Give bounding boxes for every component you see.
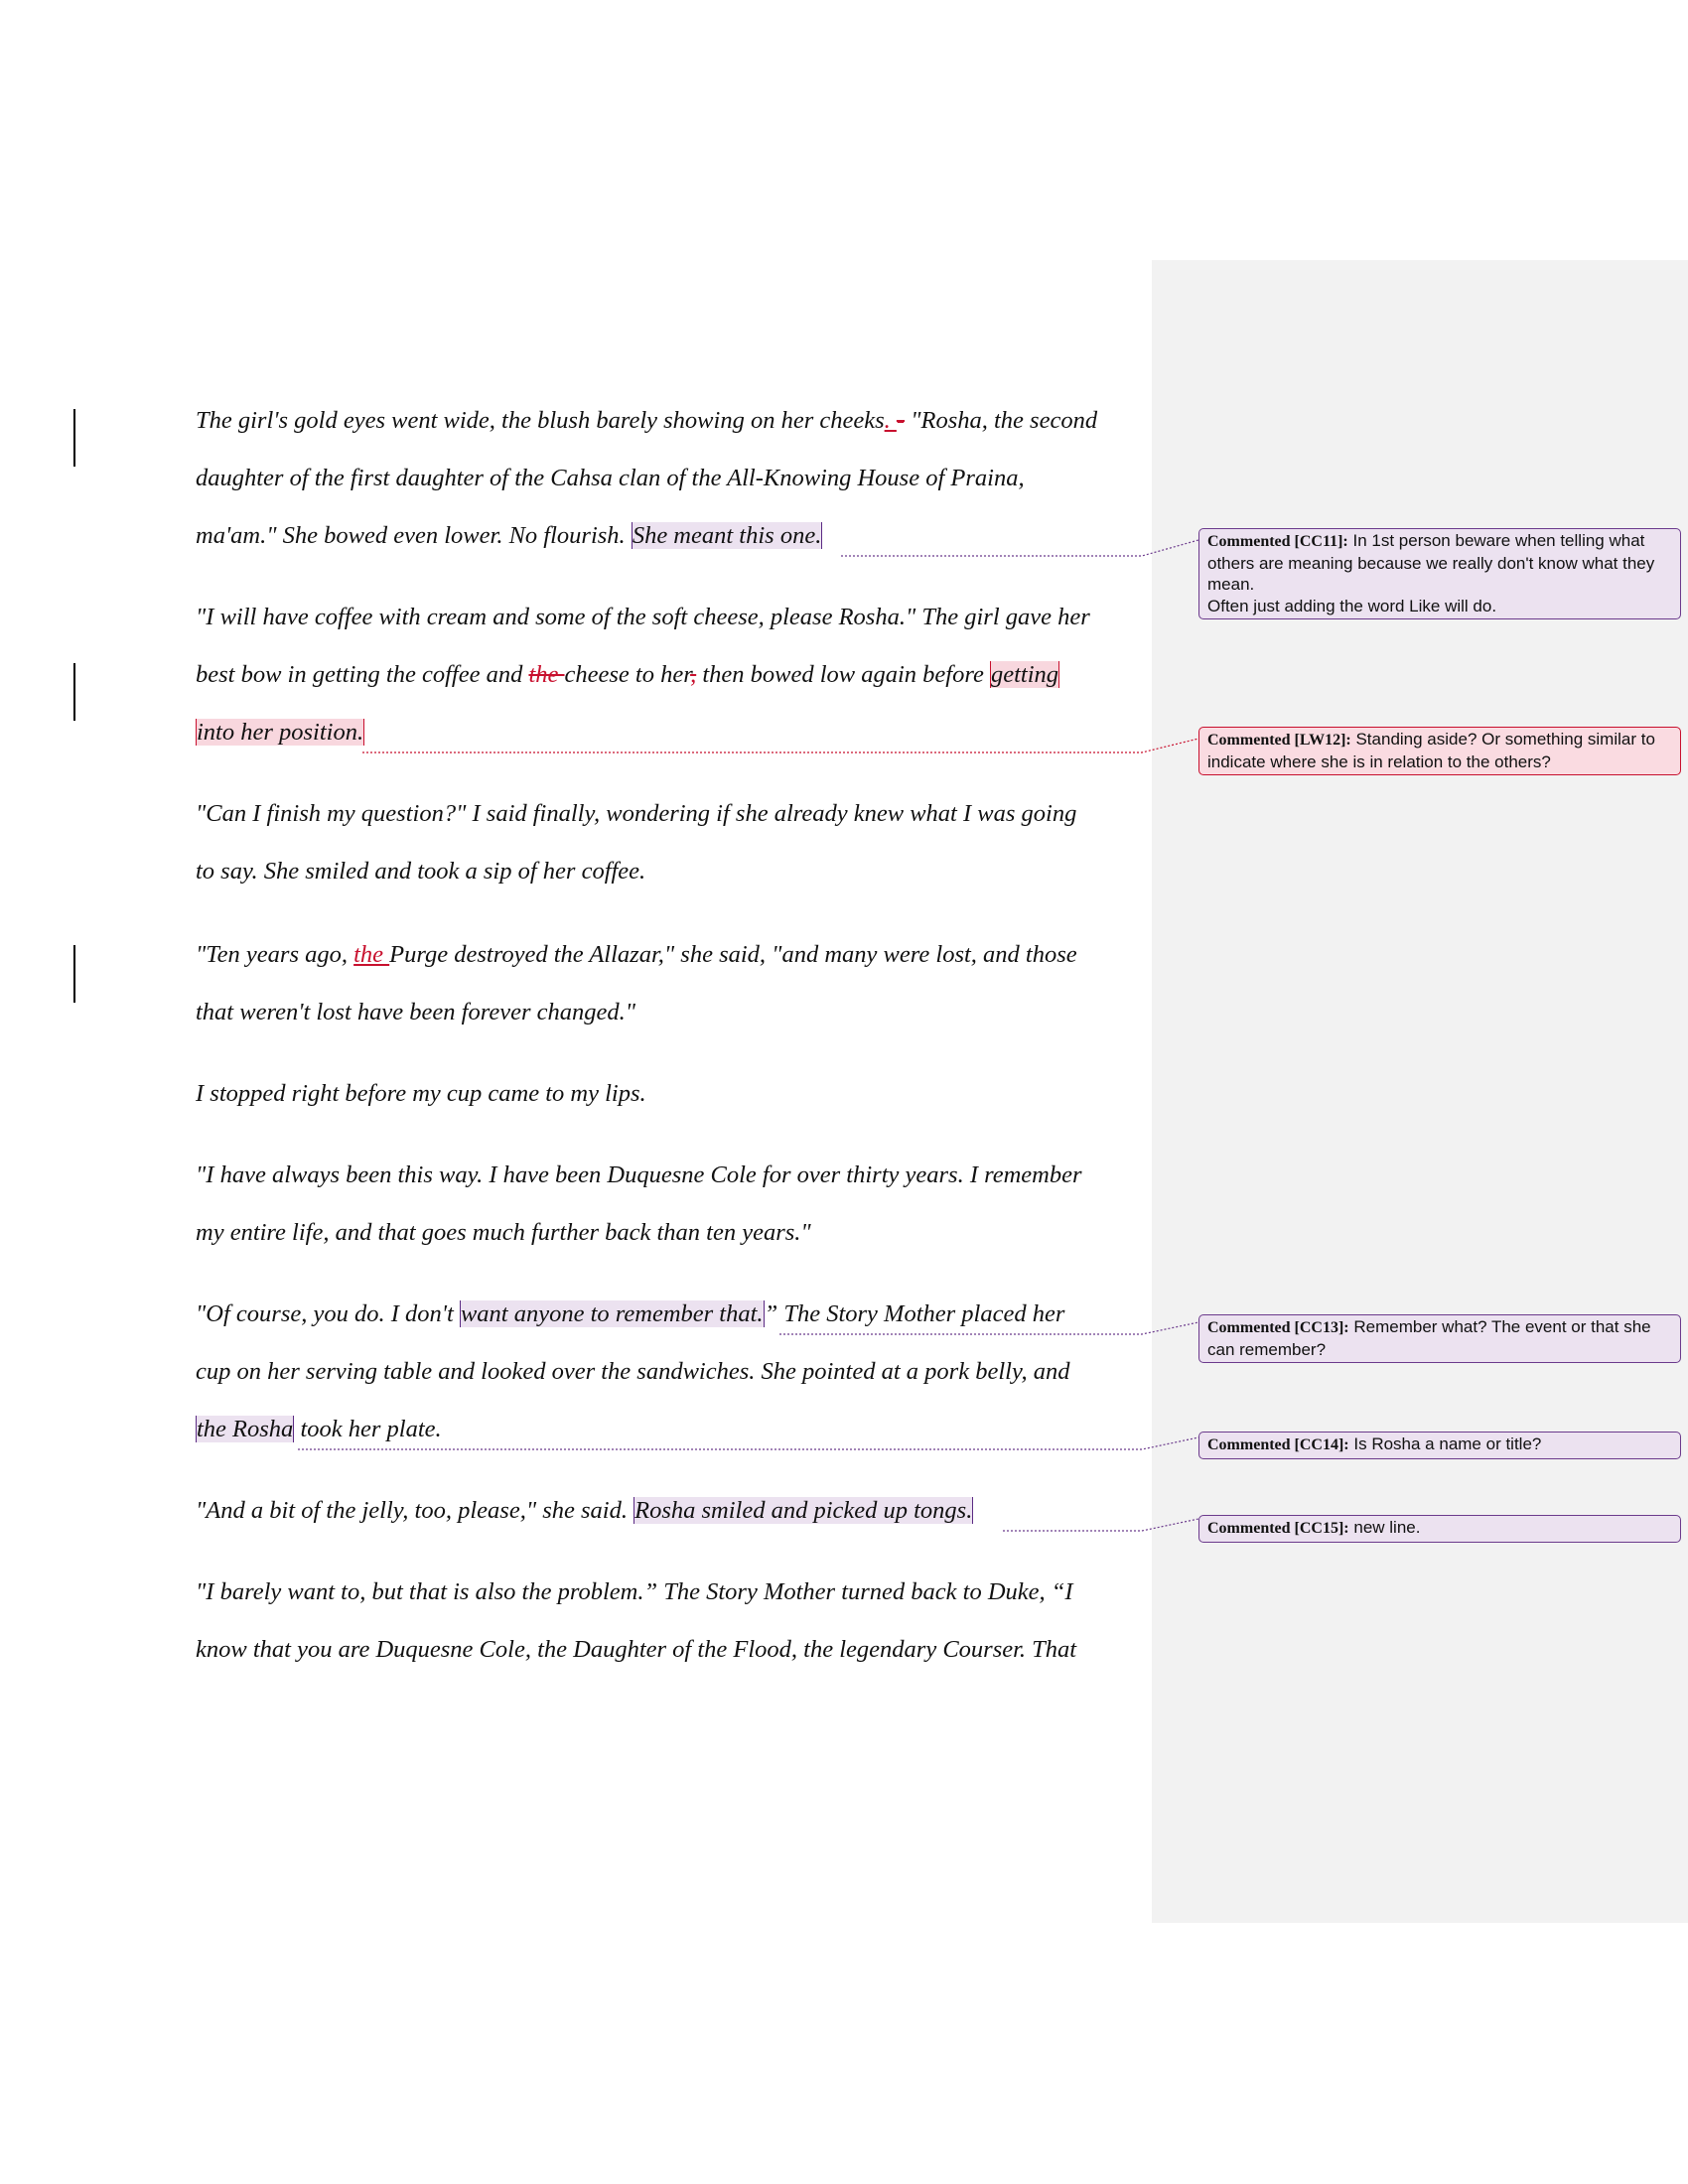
text-line — [196, 1080, 646, 1108]
leader-cc11 — [841, 540, 1198, 556]
text-run: took her plate. — [294, 1416, 442, 1442]
comment-cc13[interactable] — [1198, 1314, 1681, 1363]
text-run: I stopped right before my cup came to my lips. — [196, 1080, 646, 1107]
comment-header: Commented [CC11]: — [1207, 533, 1348, 550]
comment-anchor-cc13[interactable]: want anyone to remember that. — [460, 1300, 764, 1327]
text-line — [196, 1578, 1073, 1606]
comment-header: Commented [CC13]: — [1207, 1319, 1349, 1336]
text-run: "And a bit of the jelly, too, please," she said. — [196, 1497, 634, 1524]
text-line — [196, 604, 1090, 631]
text-line — [196, 941, 1077, 969]
comment-anchor-cc11[interactable]: She meant this one. — [632, 522, 822, 549]
text-line — [196, 1161, 1082, 1189]
text-line — [196, 999, 635, 1026]
text-run: to say. She smiled and took a sip of her coffee. — [196, 858, 646, 885]
text-line — [196, 800, 1076, 828]
comment-cc14[interactable] — [1198, 1432, 1681, 1459]
comment-anchor-lw12[interactable]: into her position. — [197, 719, 364, 746]
comment-margin-pane — [1152, 260, 1688, 1923]
text-run: "Can I finish my question?" I said finally, wondering if she already knew what I was going — [196, 800, 1077, 827]
text-run: cup on her serving table and looked over the sandwiches. She pointed at a pork belly, and — [196, 1358, 1070, 1385]
text-line — [196, 1300, 1064, 1328]
change-bar — [73, 945, 75, 1003]
text-line — [196, 407, 1097, 435]
text-line — [196, 1358, 1069, 1386]
deletion[interactable]: the — [528, 661, 565, 688]
comment-lw12[interactable] — [1198, 727, 1681, 775]
text-run: daughter of the first daughter of the Cahsa clan of the All-Knowing House of Praina, — [196, 465, 1025, 491]
change-bar — [73, 663, 75, 721]
comment-anchor-cc14[interactable]: the Rosha — [197, 1416, 294, 1442]
text-line — [196, 661, 1059, 689]
text-line — [196, 522, 822, 550]
text-run: "Rosha, the second — [905, 407, 1098, 434]
comment-anchor-cc15[interactable]: Rosha smiled and picked up tongs. — [634, 1497, 973, 1524]
insertion[interactable]: . — [884, 407, 897, 434]
text-run: ma'am." She bowed even lower. No flourish. — [196, 522, 632, 549]
insertion[interactable]: the — [353, 941, 390, 968]
text-line — [196, 719, 364, 747]
change-bar — [73, 409, 75, 467]
text-run: "I will have coffee with cream and some of the soft cheese, please Rosha." The girl gave her — [196, 604, 1090, 630]
deletion[interactable]: , — [690, 661, 697, 688]
text-run: know that you are Duquesne Cole, the Daughter of the Flood, the legendary Courser. That — [196, 1636, 1077, 1663]
text-line — [196, 465, 1025, 492]
comment-cc15[interactable] — [1198, 1515, 1681, 1543]
text-run: ” The Story Mother placed her — [764, 1300, 1065, 1327]
text-run: cheese to her — [564, 661, 691, 688]
text-run: "I have always been this way. I have been Duquesne Cole for over thirty years. I remember — [196, 1161, 1082, 1188]
comment-body: Standing aside? Or something similar to indicate where she is in relation to the others? — [1207, 730, 1655, 771]
text-run: that weren't lost have been forever changed." — [196, 999, 636, 1025]
comment-header: Commented [CC15]: — [1207, 1520, 1349, 1537]
text-run: "I barely want to, but that is also the problem.” The Story Mother turned back to Duke, “I — [196, 1578, 1073, 1605]
text-run: my entire life, and that goes much further back than ten years." — [196, 1219, 811, 1246]
text-line — [196, 1636, 1076, 1664]
comment-anchor-lw12[interactable]: getting — [990, 661, 1059, 688]
comment-cc11[interactable] — [1198, 528, 1681, 619]
comment-header: Commented [CC14]: — [1207, 1436, 1349, 1453]
deletion[interactable]: - — [896, 407, 906, 434]
text-line — [196, 1219, 811, 1247]
text-line — [196, 858, 645, 886]
text-line — [196, 1416, 442, 1443]
text-run: "Ten years ago, — [196, 941, 354, 968]
comment-body: Remember what? The event or that she can remember? — [1207, 1317, 1651, 1359]
comment-body: new line. — [1353, 1518, 1421, 1537]
text-run: "Of course, you do. I don't — [196, 1300, 460, 1327]
text-run: best bow in getting the coffee and — [196, 661, 529, 688]
text-run: then bowed low again before — [696, 661, 990, 688]
text-line — [196, 1497, 973, 1525]
comment-header: Commented [LW12]: — [1207, 732, 1351, 749]
comment-body: In 1st person beware when telling what others are meaning because we really don't know what they mean. Often just adding the word Like will do. — [1207, 531, 1655, 615]
leader-lw12 — [362, 739, 1198, 752]
comment-body: Is Rosha a name or title? — [1353, 1434, 1542, 1453]
text-run: The girl's gold eyes went wide, the blush barely showing on her cheeks — [196, 407, 885, 434]
text-run: Purge destroyed the Allazar," she said, "and many were lost, and those — [389, 941, 1077, 968]
